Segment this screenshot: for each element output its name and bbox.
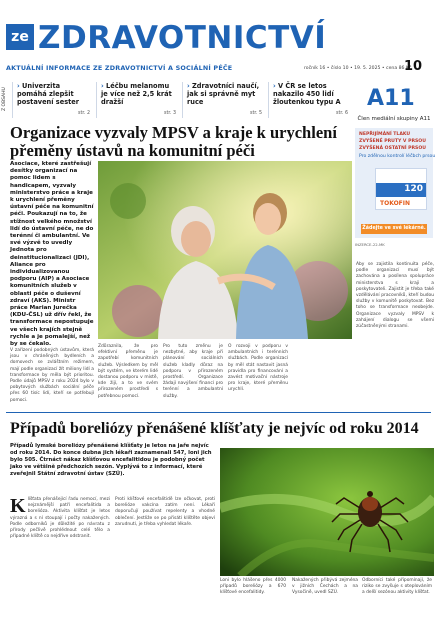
product-brand: TOKOFIN xyxy=(380,200,411,207)
article2-column: Loni bylo hlášeno přes 4000 případů boreliózy a 670 klíšťové encefalitidy. xyxy=(220,578,286,596)
article2-lead: Případů lymské boreliózy přenášené klíšťaty je letos na jaře nejvíc od roku 2014. Do konce dubna jich lékaři zaznamenali 547, loni jich bylo 505. Čtrnáct nákaz klíšťovou encefalitidou je podobný počet jako ve většině předchozích sezón. Vyplývá to z informací, které zveřejnil Státní zdravotní ústav (SZÚ). xyxy=(10,443,212,477)
article1-column-right: Aby se zajistila kontinuita péče, podle organizací musí být zachována a posílena spolupráce ministerstva s kraji a poskytovateli. Zajistit je třeba také vzdělávání pracovníků, kteří budou služby v komunitě poskytovat. Bez toho se transformace neobejde. Organizace vyzvaly MPSV k zahájení dialogu se všemi zúčastněnými stranami. xyxy=(356,262,434,330)
article2-column: Proti klíšťové encefalitidě lze očkovat, proti borelióze vakcína zatím není. Lékaři doporučují používat repelenty a vhodné oblečení. Jestliže se po přisátí klíštěte objeví zarudnutí, je třeba vyhledat lékaře. xyxy=(115,497,215,527)
newspaper-title: ZDRAVOTNICTVÍ xyxy=(38,20,327,56)
arrow-icon: › xyxy=(17,82,20,90)
tick-photo xyxy=(220,448,434,576)
advertisement[interactable] xyxy=(355,86,436,256)
article1-column: O rozvoji v podporu v ambulantních i terénních službách. Podle organizací by měl stát nastavit jasná pravidla pro financování a zavést motivační nástroje pro kraje, které přeměnu urychlí. xyxy=(228,344,288,393)
product-number: 120 xyxy=(404,184,423,194)
article2-column xyxy=(10,497,110,540)
article1-photo xyxy=(98,161,352,339)
ad-footnote: INZERCE-22-MK xyxy=(355,242,385,247)
article1-column: Pro tuto změnu je nezbytné, aby kraje při plánování sociálních služeb kladly důraz na podporu v přirozeném prostředí. Organizace žádají navýšení financí pro terénní a ambulantní služby. xyxy=(163,344,223,399)
ad-brand: A11 xyxy=(367,86,415,111)
teaser-page: str. 6 xyxy=(335,111,348,116)
ad-line: ZVÝŠENÁ OSTATNÍ PRSOU xyxy=(359,146,426,151)
teaser-item[interactable] xyxy=(96,82,178,118)
teaser-text: Univerzita pomáhá zlepšit postavení sester xyxy=(17,82,79,106)
teaser-text: Zdravotníci naučí, jak si správně myt ruce xyxy=(187,82,260,106)
ad-card xyxy=(355,128,436,238)
ad-line: Pro zdělnou kontrolí léčbch prsou xyxy=(359,154,436,159)
arrow-icon: › xyxy=(273,82,276,90)
article1-headline: Organizace vyzvaly MPSV a kraje k urychlení přeměny ústavů na komunitní péči xyxy=(10,123,337,160)
ad-line: ZVÝŠENÉ PRUTY V PRSOU xyxy=(359,139,426,144)
masthead xyxy=(0,0,437,74)
article2-headline: Případů boreliózy přenášené klíšťaty je nejvíc od roku 2014 xyxy=(10,420,419,437)
issue-info: ročník 16 • číslo 10 • 19. 5. 2025 • cena 86 Kč xyxy=(304,66,412,71)
arrow-icon: › xyxy=(101,82,104,90)
contents-teasers xyxy=(0,78,350,118)
contents-label: Z OBSAHU xyxy=(2,87,7,111)
teaser-text: Léčbu melanomu je více než 2,5 krát dražší xyxy=(101,82,172,106)
article1-lead: Asociace, které zastřešují desítky organizací na pomoc lidem s handicapem, vyzvaly ministerstvo práce a kraje k urychlení přeměny ústavní péče na komunitní péči. Poukazují na to, že stížnost velkého množství lidí do ústavní péče, ne do terénní či ambulantní. Ve své výzvě to uvedly Jednota pro deinstitucionalizaci (JDI), Aliance pro individualizovanou podporu (AIP) a Asociace komunitních služeb v oblasti péče o duševní zdraví (AKS). Ministr práce Marian Jurečka (KDU-ČSL) už dřív řekl, že transformace nepostupuje ve všech krajích stejně rychle a je pomalejší, než by se čekalo. xyxy=(10,161,94,348)
article2-column: Odborníci také připomínají, že riziko se zvyšuje s oteplováním a delší sezónou aktivity klíšťat. xyxy=(362,578,432,596)
article2-column: Nakažených přibývá zejména v jižních Čechách a na Vysočině, uvedl SZÚ. xyxy=(292,578,358,596)
teaser-page: str. 3 xyxy=(163,111,176,116)
page-number: 10 xyxy=(404,59,423,74)
ad-subtitle: Člen mediální skupiny A11 xyxy=(357,116,431,122)
article1-column: V zařízení podobných ústavům, která jsou v chráněných bydleních a domovech se zvláštním režimem, mají podle organizací žít miliony lidí a transformace by měla být prioritou. Podle údajů MPSV z roku 2024 bylo v pobytových službách sociální péče přes 60 tisíc lidí, kteří se potřebují pomoci. xyxy=(10,348,94,403)
dropcap: K xyxy=(10,495,26,517)
teaser-item[interactable] xyxy=(12,82,92,118)
teaser-page: str. 2 xyxy=(77,111,90,116)
teaser-text: V ČR se letos nakazilo 450 lidí žloutenkou typu A xyxy=(273,82,341,106)
ad-cta-button[interactable]: Žádejte ve své lékárně. xyxy=(361,224,427,234)
section-divider xyxy=(6,412,431,413)
article2-column-text: líšťata přenášející řadu nemocí, mezi nejznámější patří encefalitida a borelióza. Aktivita klíšťat je letos výrazná a s ní stoupají i počty nakažených. Podle odborníků je důležité po návratu z přírody pečlivě prohlédnout celé tělo a případné klíště co nejdříve odstranit. xyxy=(10,497,110,540)
article1-column: Zdůraznila, že pro efektivní přeměnu je zapotřebí komunitních služeb. Výsledkem by měl být systém, ve kterém lidé dostanou podporu v místě, kde žijí, a to ve svém přirozeném prostředí s potřebnou pomocí. xyxy=(98,344,158,399)
teaser-item[interactable] xyxy=(182,82,264,118)
publisher-logo: ze xyxy=(6,24,34,50)
ad-line: NEPŘIJÍMÁNÍ TLAKU xyxy=(359,132,411,137)
product-box-image xyxy=(375,168,427,210)
arrow-icon: › xyxy=(187,82,190,90)
newspaper-subtitle: AKTUÁLNÍ INFORMACE ZE ZDRAVOTNICTVÍ A SOCIÁLNÍ PÉČE xyxy=(6,64,233,72)
teaser-page: str. 5 xyxy=(249,111,262,116)
teaser-item[interactable] xyxy=(268,82,350,118)
